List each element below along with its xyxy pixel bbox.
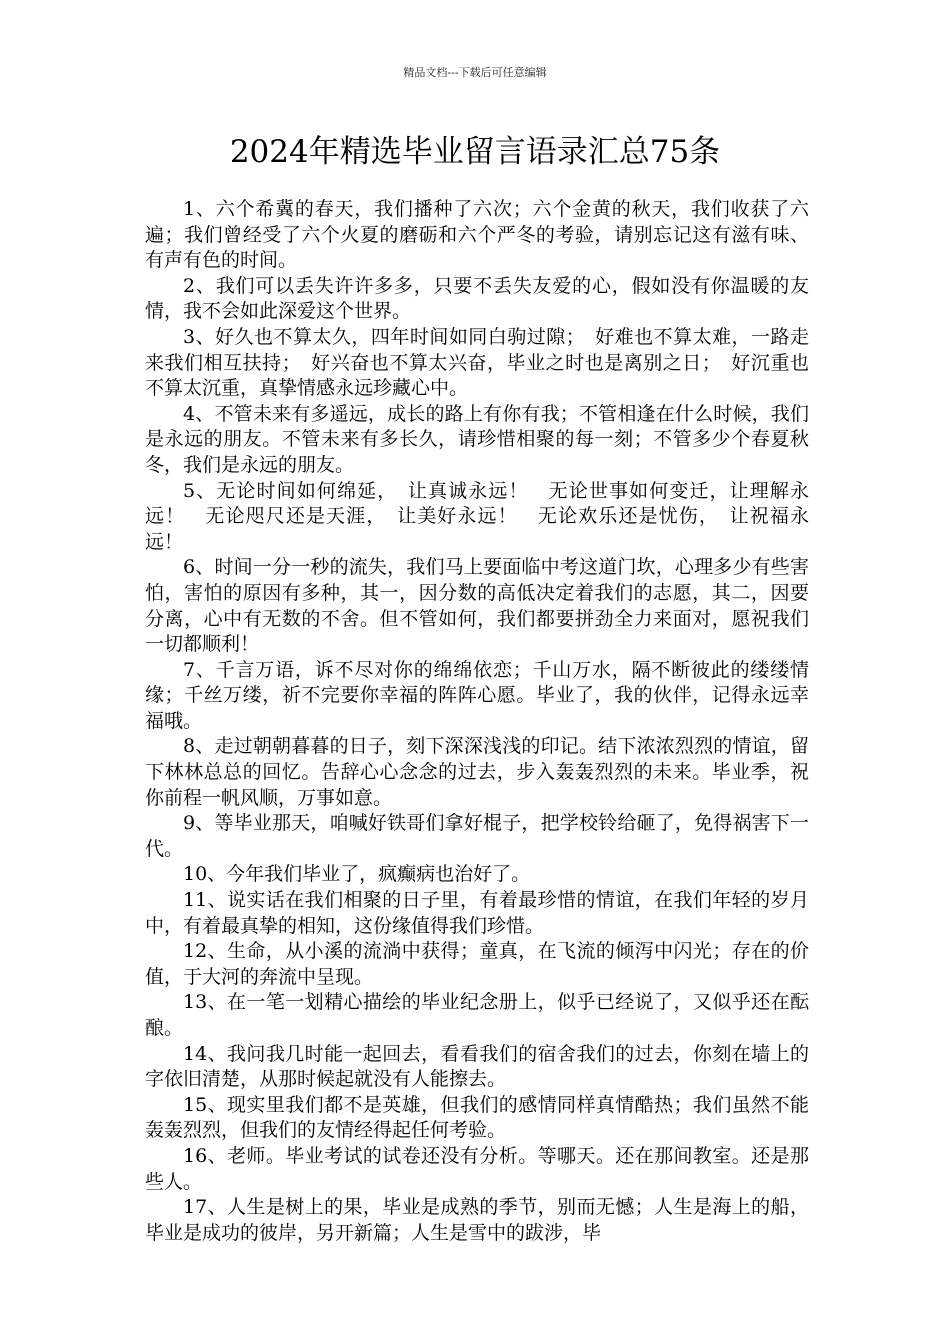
paragraph-7: 7、千言万语，诉不尽对你的绵绵依恋；千山万水，隔不断彼此的缕缕情缘；千丝万缕，祈不完要你幸福的阵阵心愿。毕业了，我的伙伴，记得永远幸福哦。 [145, 658, 809, 732]
paragraph-16: 16、老师。毕业考试的试卷还没有分析。等哪天。还在那间教室。还是那些人。 [145, 1144, 809, 1193]
paragraph-9: 9、等毕业那天，咱喊好铁哥们拿好棍子，把学校铃给砸了，免得祸害下一代。 [145, 812, 809, 860]
paragraph-2: 2、我们可以丢失许许多多，只要不丢失友爱的心，假如没有你温暖的友情，我不会如此深爱这个世界。 [145, 274, 809, 323]
paragraph-15: 15、现实里我们都不是英雄，但我们的感情同样真情酷热；我们虽然不能轰轰烈烈，但我们的友情经得起任何考验。 [145, 1093, 809, 1142]
paragraph-17: 17、人生是树上的果，毕业是成熟的季节，别而无憾；人生是海上的船，毕业是成功的彼岸，另开新篇；人生是雪中的跋涉，毕 [145, 1196, 809, 1244]
paragraph-11: 11、说实话在我们相聚的日子里，有着最珍惜的情谊，在我们年轻的岁月中，有着最真挚的相知，这份缘值得我们珍惜。 [145, 889, 809, 937]
page-header-note: 精品文档---下载后可任意编辑 [403, 66, 547, 79]
paragraph-10: 10、今年我们毕业了，疯癫病也治好了。 [183, 863, 531, 886]
paragraph-12: 12、生命，从小溪的流淌中获得；童真，在飞流的倾泻中闪光；存在的价值，于大河的奔流中呈现。 [145, 940, 809, 988]
document-body [145, 197, 809, 1246]
paragraph-8: 8、走过朝朝暮暮的日子，刻下深深浅浅的印记。结下浓浓烈烈的情谊，留下林林总总的回忆。告辞心心念念的过去，步入轰轰烈烈的未来。毕业季，祝你前程一帆风顺，万事如意。 [145, 735, 809, 809]
paragraph-5: 5、无论时间如何绵延， 让真诚永远！ 无论世事如何变迁，让理解永远！ 无论咫尺还是天涯， 让美好永远！ 无论欢乐还是忧伤， 让祝福永远！ [145, 479, 809, 553]
paragraph-3: 3、好久也不算太久，四年时间如同白驹过隙； 好难也不算太难，一路走来我们相互扶持； 好兴奋也不算太兴奋，毕业之时也是离别之日； 好沉重也不算太沉重，真挚情感永远珍藏心中。 [145, 325, 809, 400]
paragraph-14: 14、我问我几时能一起回去，看看我们的宿舍我们的过去，你刻在墙上的字依旧清楚，从那时候起就没有人能擦去。 [145, 1042, 809, 1091]
document-title: 2024年精选毕业留言语录汇总75条 [229, 134, 721, 170]
paragraph-1: 1、六个希冀的春天，我们播种了六次；六个金黄的秋天，我们收获了六遍；我们曾经受了六个火夏的磨砺和六个严冬的考验，请别忘记这有滋有味、有声有色的时间。 [145, 198, 809, 272]
paragraph-6: 6、时间一分一秒的流失，我们马上要面临中考这道门坎，心理多少有些害怕，害怕的原因有多种，其一，因分数的高低决定着我们的志愿，其二，因要分离，心中有无数的不舍。但不管如何，我们都要拼劲全力来面对，愿祝我们一切都顺利！ [145, 556, 809, 656]
paragraph-13: 13、在一笔一划精心描绘的毕业纪念册上，似乎已经说了，又似乎还在酝酿。 [145, 991, 809, 1039]
paragraph-4: 4、不管未来有多遥远，成长的路上有你有我；不管相逢在什么时候，我们是永远的朋友。不管未来有多长久，请珍惜相聚的每一刻；不管多少个春夏秋冬，我们是永远的朋友。 [145, 402, 809, 476]
